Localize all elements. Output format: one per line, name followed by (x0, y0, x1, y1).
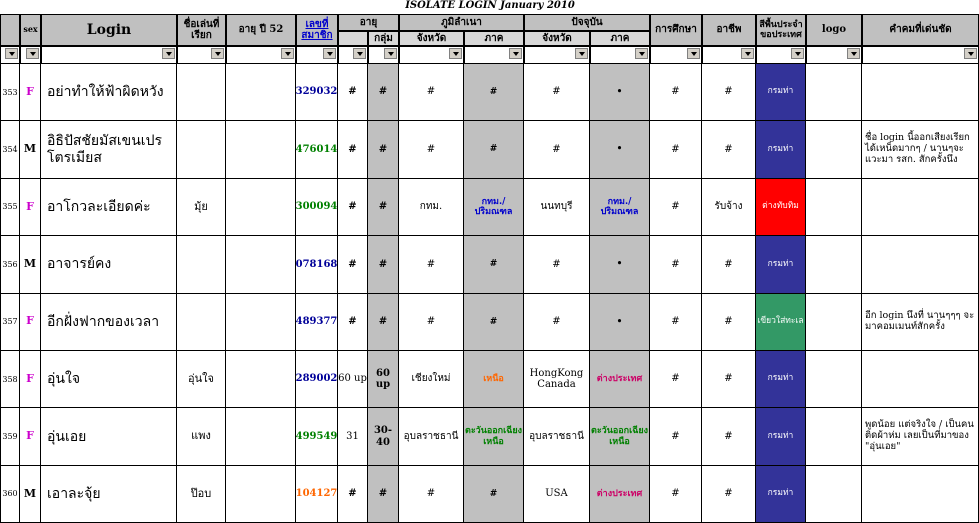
birth-province-cell[interactable]: เชียงใหม่ (399, 351, 464, 408)
age-cell[interactable]: # (338, 294, 368, 351)
row-number: 354 (0, 121, 20, 178)
birth-province-cell[interactable]: อุบลราชธานี (399, 408, 464, 465)
filter-dropdown-edu[interactable] (687, 48, 700, 59)
comment-cell[interactable] (862, 351, 979, 408)
birth-region-cell[interactable]: เหนือ (464, 351, 524, 408)
nickname-cell[interactable]: ป๊อบ (177, 466, 226, 523)
sex-cell[interactable]: F (20, 64, 41, 121)
filter-cell-nick (177, 46, 226, 64)
age-52-cell[interactable] (226, 179, 296, 236)
age-cell[interactable]: 60 up (338, 351, 368, 408)
education-cell[interactable]: # (650, 294, 702, 351)
age-group-cell[interactable]: 60 up (368, 351, 399, 408)
birth-province-cell[interactable]: # (399, 466, 464, 523)
row-number-header (0, 14, 20, 46)
current-province-cell[interactable]: # (524, 236, 590, 293)
filter-cell-sex (20, 46, 41, 64)
nickname-cell[interactable]: มุ้ย (177, 179, 226, 236)
birth-region-cell[interactable]: ตะวันออกเฉียงเหนือ (464, 408, 524, 465)
comment-cell[interactable] (862, 466, 979, 523)
login-cell[interactable]: อาโกวละเอียดค่ะ (41, 179, 177, 236)
sex-cell[interactable]: M (20, 466, 41, 523)
birth-region-cell[interactable]: # (464, 64, 524, 121)
nickname-cell[interactable]: อุ่นใจ (177, 351, 226, 408)
header-country-color: สีพื้นประจำขอประเทศ (756, 14, 806, 46)
country-color-cell[interactable]: กรมท่า (756, 408, 806, 465)
logo-cell[interactable] (806, 64, 862, 121)
age-cell[interactable]: # (338, 236, 368, 293)
member-number-cell[interactable]: 329032 (296, 64, 338, 121)
sex-cell[interactable]: F (20, 408, 41, 465)
filter-dropdown-occ[interactable] (741, 48, 754, 59)
comment-cell[interactable]: ชื่อ login นี้ออกเสียงเรียกได้เหน็ดมากๆ / นานๆจะแวะมา รสก. สักครั้งนึง (862, 121, 979, 178)
occupation-cell[interactable]: # (702, 294, 756, 351)
occupation-cell[interactable]: # (702, 121, 756, 178)
filter-dropdown-logo[interactable] (847, 48, 860, 59)
header-age-blank (338, 31, 368, 46)
filter-cell-bprov (399, 46, 464, 64)
filter-dropdown-login[interactable] (162, 48, 175, 59)
current-region-cell[interactable]: ตะวันออกเฉียงเหนือ (590, 408, 650, 465)
member-number-cell[interactable]: 489377 (296, 294, 338, 351)
login-cell[interactable]: อย่าทำให้ฟ้าผิดหวัง (41, 64, 177, 121)
filter-dropdown-cprov[interactable] (575, 48, 588, 59)
filter-dropdown-nick[interactable] (211, 48, 224, 59)
header-age-52: อายุ ปี 52 (226, 14, 296, 46)
logo-cell[interactable] (806, 121, 862, 178)
education-cell[interactable]: # (650, 408, 702, 465)
logo-cell[interactable] (806, 236, 862, 293)
country-color-cell[interactable]: กรมท่า (756, 64, 806, 121)
age-52-cell[interactable] (226, 64, 296, 121)
nickname-cell[interactable] (177, 64, 226, 121)
age-52-cell[interactable] (226, 236, 296, 293)
age-group-cell[interactable]: # (368, 466, 399, 523)
education-cell[interactable]: # (650, 64, 702, 121)
nickname-cell[interactable] (177, 121, 226, 178)
member-number-cell[interactable]: 289002 (296, 351, 338, 408)
row-number: 357 (0, 294, 20, 351)
filter-cell-flag (756, 46, 806, 64)
age-group-cell[interactable]: # (368, 121, 399, 178)
header-age-group: กลุ่ม (368, 31, 399, 46)
nickname-cell[interactable] (177, 236, 226, 293)
occupation-cell[interactable]: # (702, 236, 756, 293)
header-login: Login (41, 14, 177, 46)
current-region-cell[interactable]: • (590, 236, 650, 293)
login-cell[interactable]: อุ่นเอย (41, 408, 177, 465)
sex-cell[interactable]: F (20, 351, 41, 408)
login-cell[interactable]: อีกฝั่งฟากของเวลา (41, 294, 177, 351)
filter-dropdown-creg[interactable] (635, 48, 648, 59)
member-number-cell[interactable]: 300094 (296, 179, 338, 236)
member-number-cell[interactable]: 078168 (296, 236, 338, 293)
filter-dropdown-comment[interactable] (964, 48, 977, 59)
sex-cell[interactable]: F (20, 294, 41, 351)
filter-cell-age (338, 46, 368, 64)
filter-cell-member (296, 46, 338, 64)
row-number: 356 (0, 236, 20, 293)
nickname-cell[interactable] (177, 294, 226, 351)
occupation-cell[interactable]: รับจ้าง (702, 179, 756, 236)
age-cell[interactable]: # (338, 64, 368, 121)
current-region-cell[interactable]: • (590, 121, 650, 178)
header-comment: คำคมที่เด่นชัด (862, 14, 979, 46)
sex-cell[interactable]: M (20, 121, 41, 178)
occupation-cell[interactable]: # (702, 351, 756, 408)
education-cell[interactable]: # (650, 121, 702, 178)
header-birth-region: ภาค (464, 31, 524, 46)
filter-dropdown-sex[interactable] (26, 48, 39, 59)
filter-cell-age52 (226, 46, 296, 64)
birth-province-cell[interactable]: # (399, 64, 464, 121)
birth-province-cell[interactable]: กทม. (399, 179, 464, 236)
filter-cell-cprov (524, 46, 590, 64)
age-cell[interactable]: # (338, 121, 368, 178)
sheet-title: ISOLATE LOGIN January 2010 (405, 0, 575, 11)
occupation-cell[interactable]: # (702, 408, 756, 465)
header-age: อายุ (338, 14, 399, 31)
current-province-cell[interactable]: อุบลราชธานี (524, 408, 590, 465)
current-region-cell[interactable]: • (590, 64, 650, 121)
country-color-cell[interactable]: ต่างทับทิม (756, 179, 806, 236)
birth-region-cell[interactable]: กทม./ปริมณฑล (464, 179, 524, 236)
sex-cell[interactable]: M (20, 236, 41, 293)
sex-cell[interactable]: F (20, 179, 41, 236)
country-color-cell[interactable]: กรมท่า (756, 351, 806, 408)
filter-dropdown-age[interactable] (353, 48, 366, 59)
country-color-cell[interactable]: กรมท่า (756, 236, 806, 293)
filter-dropdown-member[interactable] (323, 48, 336, 59)
row-number: 355 (0, 179, 20, 236)
logo-cell[interactable] (806, 466, 862, 523)
comment-cell[interactable] (862, 64, 979, 121)
filter-cell-occ (702, 46, 756, 64)
birth-region-cell[interactable]: # (464, 121, 524, 178)
age-group-cell[interactable]: # (368, 64, 399, 121)
member-number-cell[interactable]: 104127 (296, 466, 338, 523)
birth-province-cell[interactable]: # (399, 294, 464, 351)
filter-cell-creg (590, 46, 650, 64)
country-color-cell[interactable]: เขียวใส่ทะเล (756, 294, 806, 351)
logo-cell[interactable] (806, 294, 862, 351)
birth-region-cell[interactable]: # (464, 236, 524, 293)
education-cell[interactable]: # (650, 179, 702, 236)
filter-cell-comment (862, 46, 979, 64)
comment-cell[interactable]: พูดน้อย แต่จริงใจ / เป็นคนติดผ้าห่ม เลยเป็นที่มาของ "อุ่นเอย" (862, 408, 979, 465)
birth-province-cell[interactable]: # (399, 121, 464, 178)
header-logo: logo (806, 14, 862, 46)
age-52-cell[interactable] (226, 466, 296, 523)
login-cell[interactable]: อาจารย์คง (41, 236, 177, 293)
filter-dropdown-num[interactable] (5, 48, 18, 59)
current-province-cell[interactable]: # (524, 294, 590, 351)
member-number-cell[interactable]: 499549 (296, 408, 338, 465)
current-region-cell[interactable]: • (590, 294, 650, 351)
comment-cell[interactable] (862, 236, 979, 293)
age-cell[interactable]: # (338, 466, 368, 523)
comment-cell[interactable]: อีก login นึงที่ นานๆๆๆ จะมาคอมเมนท์สักครั้ง (862, 294, 979, 351)
header-member-number: เลขที่สมาชิก (296, 14, 338, 46)
occupation-cell[interactable]: # (702, 466, 756, 523)
filter-cell-group (368, 46, 399, 64)
filter-dropdown-age52[interactable] (281, 48, 294, 59)
header-birthplace: ภูมิลำเนา (399, 14, 524, 31)
current-region-cell[interactable]: ต่างประเทศ (590, 351, 650, 408)
header-sex: sex (20, 14, 41, 46)
current-province-cell[interactable]: # (524, 121, 590, 178)
occupation-cell[interactable]: # (702, 64, 756, 121)
current-region-cell[interactable]: ต่างประเทศ (590, 466, 650, 523)
birth-region-cell[interactable]: # (464, 466, 524, 523)
birth-region-cell[interactable]: # (464, 294, 524, 351)
logo-cell[interactable] (806, 179, 862, 236)
age-group-cell[interactable]: # (368, 294, 399, 351)
current-province-cell[interactable]: HongKong Canada (524, 351, 590, 408)
age-group-cell[interactable]: # (368, 236, 399, 293)
filter-cell-breg (464, 46, 524, 64)
login-cell[interactable]: เอาละจุ้ย (41, 466, 177, 523)
nickname-cell[interactable]: แพง (177, 408, 226, 465)
row-number: 353 (0, 64, 20, 121)
row-number: 359 (0, 408, 20, 465)
login-cell[interactable]: อุ่นใจ (41, 351, 177, 408)
filter-cell-login (41, 46, 177, 64)
header-nickname: ชื่อเล่นที่เรียก (177, 14, 226, 46)
row-number: 358 (0, 351, 20, 408)
row-number: 360 (0, 466, 20, 523)
login-cell[interactable]: อิธิปัสชัยมัสเขนเปรโตรเมียส (41, 121, 177, 178)
header-occupation: อาชีพ (702, 14, 756, 46)
current-region-cell[interactable]: กทม./ปริมณฑล (590, 179, 650, 236)
age-cell[interactable]: # (338, 179, 368, 236)
country-color-cell[interactable]: กรมท่า (756, 121, 806, 178)
member-number-cell[interactable]: 476014 (296, 121, 338, 178)
age-52-cell[interactable] (226, 121, 296, 178)
education-cell[interactable]: # (650, 466, 702, 523)
header-current-region: ภาค (590, 31, 650, 46)
education-cell[interactable]: # (650, 351, 702, 408)
filter-dropdown-breg[interactable] (509, 48, 522, 59)
age-group-cell[interactable]: # (368, 179, 399, 236)
age-group-cell[interactable]: 30-40 (368, 408, 399, 465)
header-education: การศึกษา (650, 14, 702, 46)
header-birth-province: จังหวัด (399, 31, 464, 46)
age-52-cell[interactable] (226, 294, 296, 351)
age-cell[interactable]: 31 (338, 408, 368, 465)
logo-cell[interactable] (806, 351, 862, 408)
country-color-cell[interactable]: กรมท่า (756, 466, 806, 523)
current-province-cell[interactable]: USA (524, 466, 590, 523)
comment-cell[interactable] (862, 179, 979, 236)
age-52-cell[interactable] (226, 408, 296, 465)
logo-cell[interactable] (806, 408, 862, 465)
filter-dropdown-group[interactable] (384, 48, 397, 59)
filter-cell-num (0, 46, 20, 64)
current-province-cell[interactable]: นนทบุรี (524, 179, 590, 236)
filter-cell-edu (650, 46, 702, 64)
header-current-province: จังหวัด (524, 31, 590, 46)
age-52-cell[interactable] (226, 351, 296, 408)
education-cell[interactable]: # (650, 236, 702, 293)
filter-dropdown-bprov[interactable] (449, 48, 462, 59)
current-province-cell[interactable]: # (524, 64, 590, 121)
filter-cell-logo (806, 46, 862, 64)
filter-dropdown-flag[interactable] (791, 48, 804, 59)
header-current: ปัจจุบัน (524, 14, 650, 31)
birth-province-cell[interactable]: # (399, 236, 464, 293)
